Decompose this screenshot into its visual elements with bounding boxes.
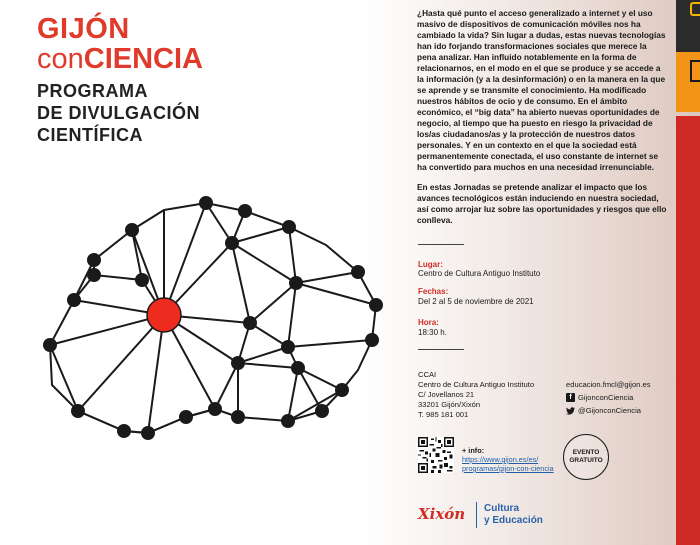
subtitle-line-2: DE DIVULGACIÓN: [37, 103, 201, 123]
more-info: [462, 446, 554, 473]
badge-line-2: GRATUITO: [569, 457, 603, 464]
lugar-value: Centro de Cultura Antiguo Instituto: [418, 269, 541, 278]
fechas-value: Del 2 al 5 de noviembre de 2021: [418, 297, 534, 306]
twitter-icon: [566, 406, 575, 415]
twitter-link[interactable]: @GijonconCiencia: [566, 404, 651, 417]
more-info-label: + info:: [462, 446, 485, 455]
badge-line-1: EVENTO: [572, 449, 600, 456]
free-event-badge: [563, 434, 609, 480]
network-brain-illustration: [40, 185, 400, 450]
subtitle-line-3: CIENTÍFICA: [37, 125, 143, 145]
contact-line-1: CCAI: [418, 370, 437, 379]
cultura-educacion-logo: [484, 503, 543, 527]
title-con: con: [37, 43, 84, 75]
intro-paragraph-1: ¿Hasta qué punto el acceso generalizado a internet y el uso masivo de dispositivos de comunicación móviles nos ha cambiado la vida? Sin lugar a dudas, estas nuevas tecnologías han ido forjando transformaciones sociales que merece la pena analizar. Han influido notablemente en la forma de relacionarnos, en el modo en el que se produce y se accede a la información (y a la desinformación) o en la manera en la que se aprende y se transmite el conocimiento. Ha modificado nuestros hábitos de ocio y de consumo. En el ámbito económico, el “big data” ha abierto nuevas oportunidades de negocio, al tiempo que ha puesto en riesgo la privacidad de los/as ciudadanos/as y la protección de nuestros datos personales. Y en un contexto en el que la sociedad está permanentemente conectada, el uso constante de internet se ha convertido para muchos en una necesidad irrenunciable.: [417, 8, 666, 172]
more-info-url-line-2[interactable]: programas/gijon-con-ciencia: [462, 464, 554, 473]
qr-code[interactable]: [418, 437, 454, 473]
title-gijon: GIJÓN: [37, 13, 130, 45]
facebook-link[interactable]: f GijonconCiencia: [566, 391, 651, 404]
title-conciencia: [37, 44, 203, 74]
program-subtitle: [37, 80, 200, 146]
title-ciencia: CIENCIA: [83, 43, 203, 75]
hora-label: Hora:: [418, 318, 439, 327]
edge-lightbulb-icon: [690, 2, 700, 16]
contact-line-2: Centro de Cultura Antiguo Instituto: [418, 380, 535, 389]
contact-address: [418, 370, 534, 420]
facebook-icon: f: [566, 393, 575, 402]
intro-paragraph-2: En estas Jornadas se pretende analizar el impacto que los avances tecnológicos están induciendo en nuestra sociedad, así como arrojar luz sobre las oportunidades y riesgos que ello conlleva.: [417, 182, 667, 225]
logo-line-1: Cultura: [484, 503, 519, 514]
contact-line-3: C/ Jovellanos 21: [418, 390, 475, 399]
edge-screen-icon: [690, 60, 700, 82]
subtitle-line-1: PROGRAMA: [37, 81, 148, 101]
logo-line-2: y Educación: [484, 515, 543, 526]
more-info-url-line-1[interactable]: https://www.gijon.es/es/: [462, 455, 539, 464]
fechas-label: Fechas:: [418, 287, 449, 296]
edge-strip-red: [676, 116, 700, 545]
central-red-node: [147, 298, 181, 332]
contact-line-4: 33201 Gijón/Xixón: [418, 400, 481, 409]
hora-value: 18:30 h.: [418, 328, 447, 337]
divider: [418, 349, 464, 350]
xixon-logo: Xixón: [418, 505, 466, 523]
contact-line-5: T. 985 181 001: [418, 410, 469, 419]
logo-separator: [476, 502, 477, 528]
contact-online: [566, 378, 651, 417]
divider: [418, 244, 464, 245]
email-link[interactable]: educacion.fmcl@gijon.es: [566, 380, 651, 389]
intro-text: [417, 8, 667, 235]
lugar-label: Lugar:: [418, 260, 443, 269]
